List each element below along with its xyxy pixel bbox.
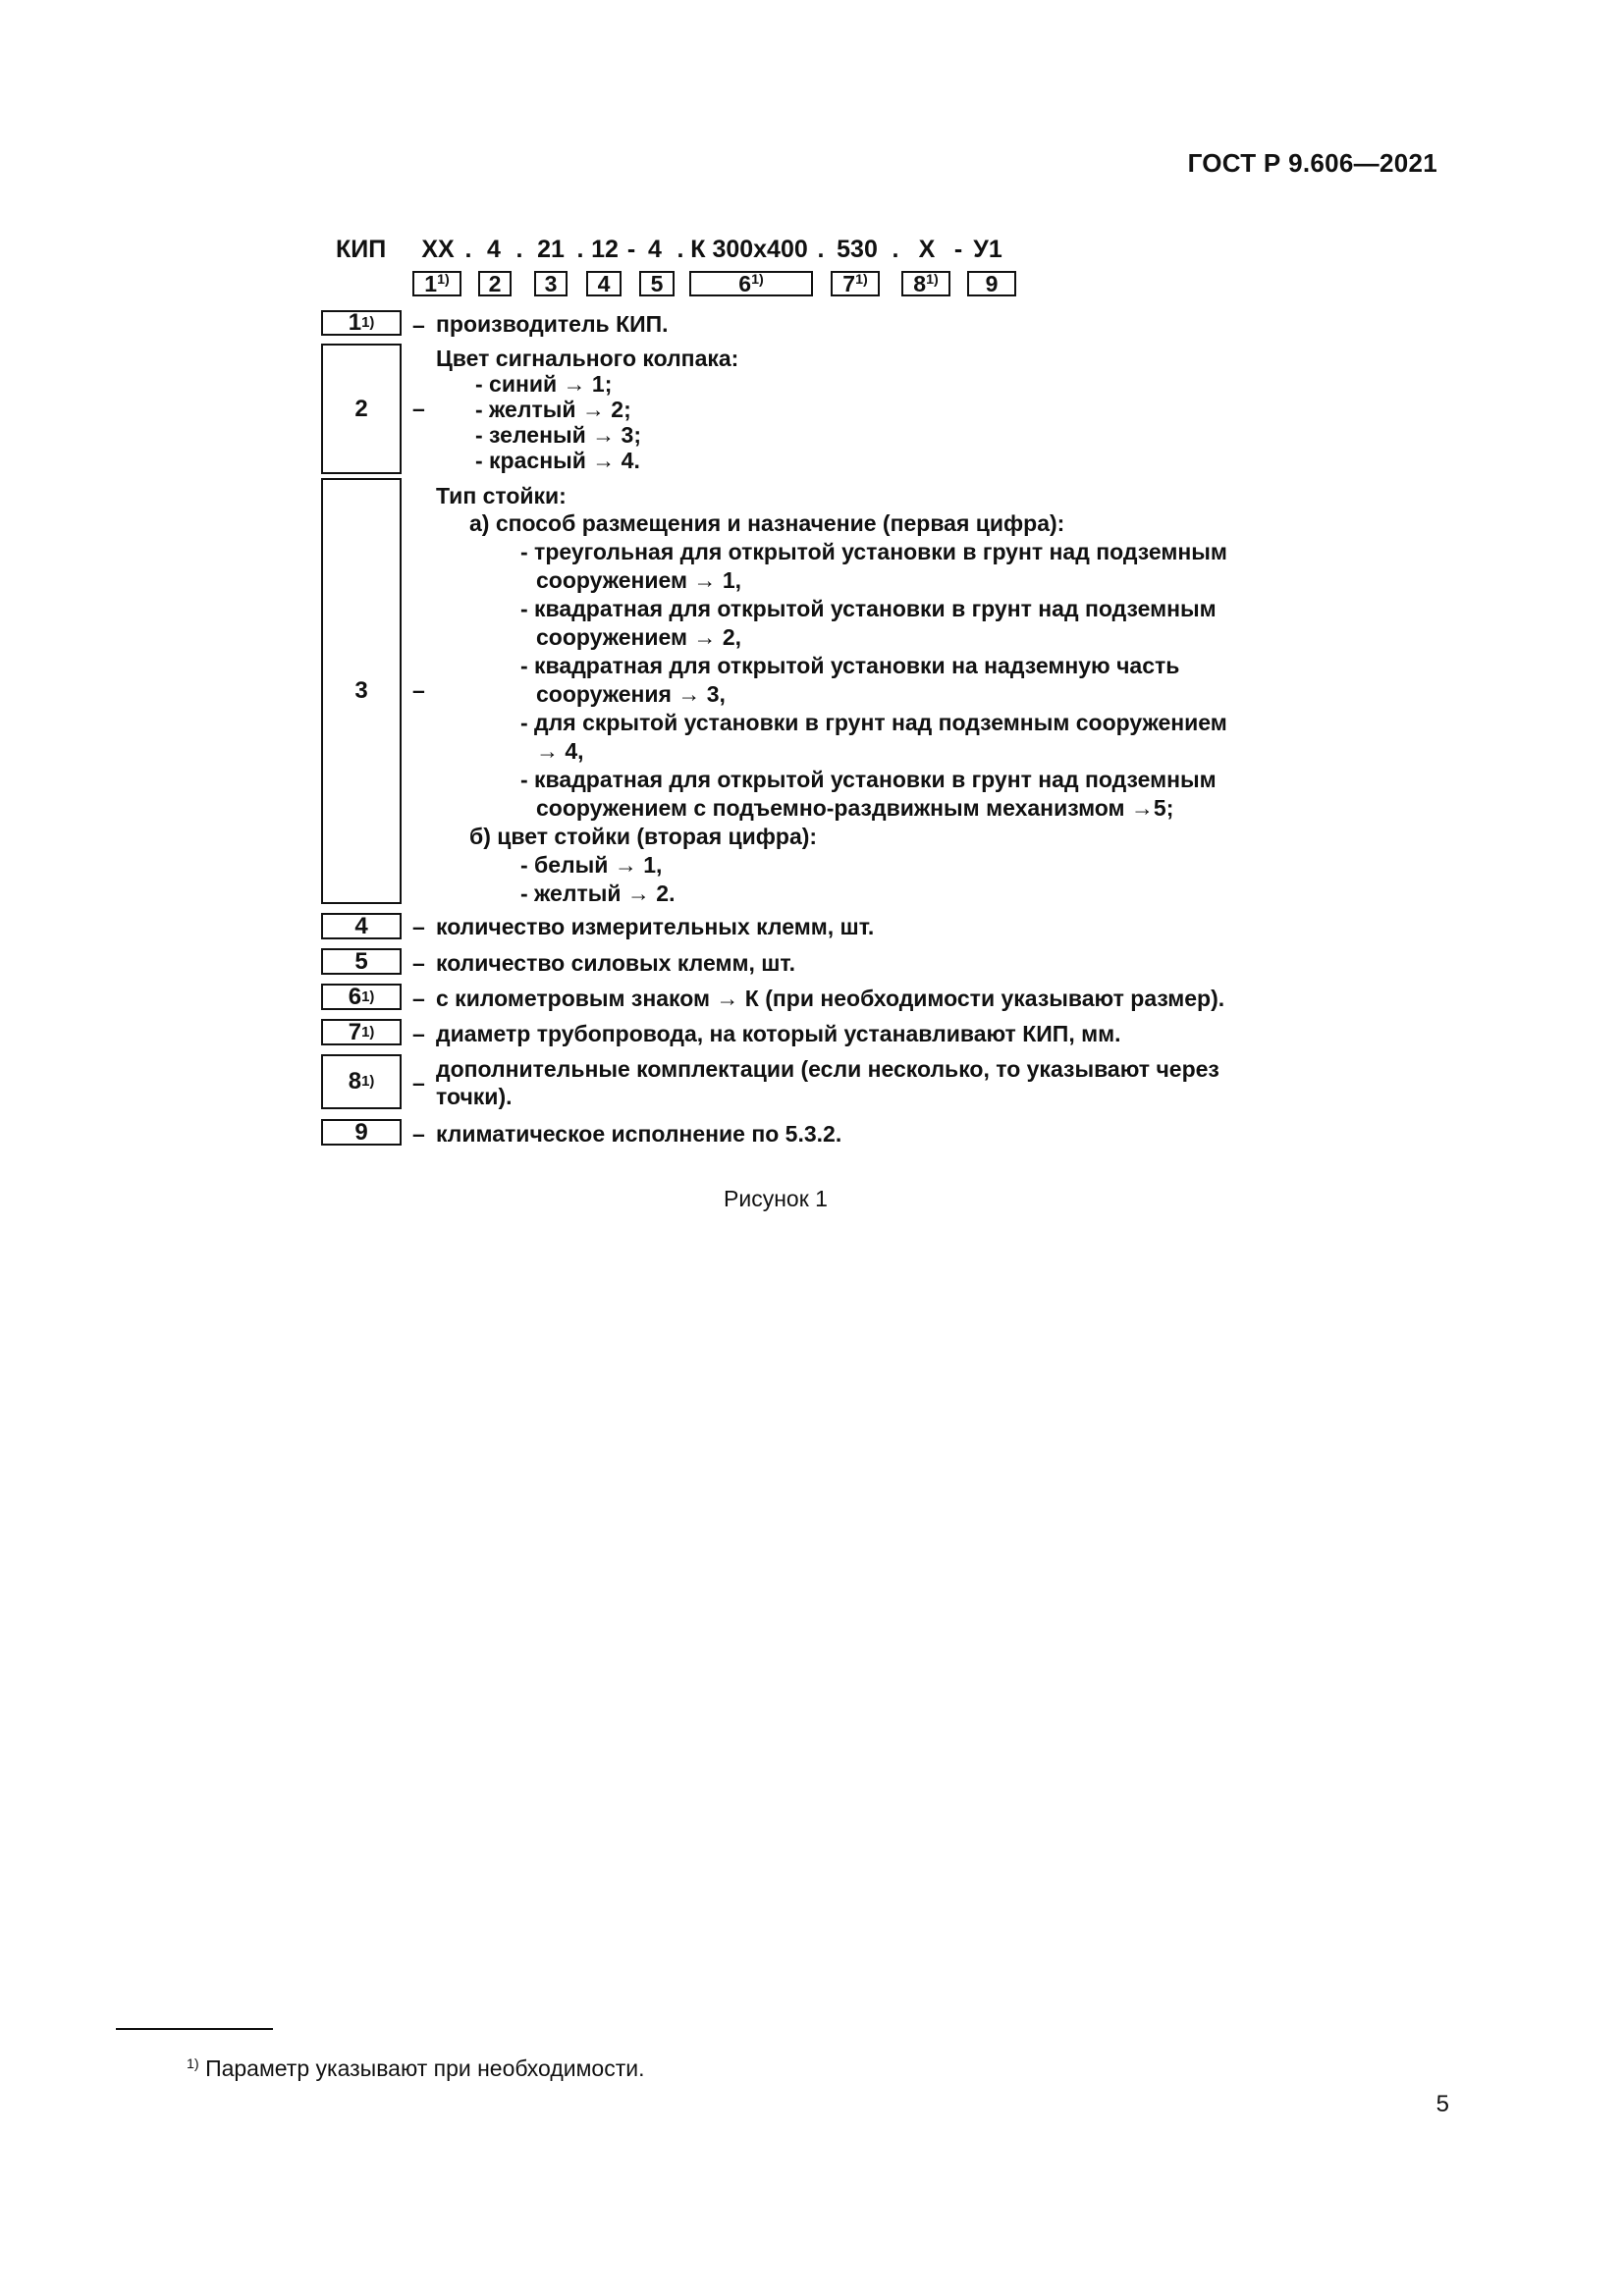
footnote-mark: 1) [187,2056,199,2073]
legend-text: производитель КИП. [436,311,669,337]
legend-text: - треугольная для открытой установки в грунт над подземным [520,539,1227,564]
designation-box-1: 1$^{1)}$ [412,271,461,296]
legend-text: → 4, [536,738,584,764]
legend-text: а) способ размещения и назначение (первая цифра): [469,510,1065,536]
legend-index-8: 8 1) [321,1054,402,1109]
legend-text: - красный → 4. [475,448,640,473]
legend-dash: – [412,950,425,976]
legend-text: с километровым знаком → К (при необходимости указывают размер). [436,986,1225,1011]
legend-index-5: 5 [321,948,402,975]
legend-text: точки). [436,1084,513,1109]
legend-dash: – [412,677,425,703]
legend-index-4: 4 [321,913,402,939]
legend-text: диаметр трубопровода, на который устанавливают КИП, мм. [436,1021,1121,1046]
legend-text: Тип стойки: [436,483,567,508]
designation-part: . [576,236,584,263]
legend-text: количество измерительных клемм, шт. [436,914,875,939]
designation-box-3: 3 [534,271,568,296]
legend-dash: – [412,986,425,1011]
legend-text: - белый → 1, [520,852,663,878]
legend-dash: – [412,1121,425,1147]
legend-text: сооружения → 3, [536,681,726,707]
designation-part: 12 [591,236,619,263]
designation-part: К 300х400 [690,236,808,263]
legend-index-2: 2 [321,344,402,474]
legend-text: сооружением → 2, [536,624,741,650]
legend-index-9: 9 [321,1119,402,1146]
designation-part: . [515,236,523,263]
designation-part: 4 [487,236,501,263]
legend-index-7: 7 1) [321,1019,402,1045]
legend-text: количество силовых клемм, шт. [436,950,796,976]
legend-text: - для скрытой установки в грунт над подземным сооружением [520,710,1227,735]
designation-part: 4 [648,236,662,263]
legend-dash: – [412,914,425,939]
legend-text: Цвет сигнального колпака: [436,346,739,371]
legend-dash: – [412,312,425,338]
legend-index-6: 6 1) [321,984,402,1010]
footnote [187,2056,644,2082]
designation-part: 21 [537,236,565,263]
legend-text: сооружением с подъемно-раздвижным механизмом →5; [536,795,1174,821]
legend-text: сооружением → 1, [536,567,741,593]
legend-dash: – [412,1021,425,1046]
legend-text: - зеленый → 3; [475,422,641,448]
designation-part: . [892,236,899,263]
designation-part: - [626,236,636,263]
designation-part: Х [918,236,936,263]
legend-text: дополнительные комплектации (если несколько, то указывают через [436,1056,1219,1082]
legend-text: - синий → 1; [475,371,613,397]
legend-text: климатическое исполнение по 5.3.2. [436,1121,842,1147]
legend-text: - квадратная для открытой установки в грунт над подземным [520,767,1217,792]
designation-box-9: 9 [967,271,1016,296]
legend-text: - квадратная для открытой установки в грунт над подземным [520,596,1217,621]
designation-part: . [677,236,684,263]
designation-box-8: 8$^{1)}$ [901,271,950,296]
designation-part: 530 [837,236,878,263]
designation-part: КИП [336,236,387,263]
designation-part: . [817,236,825,263]
document-id: ГОСТ Р 9.606—2021 [1187,148,1437,178]
legend-text: - желтый → 2; [475,397,631,422]
legend-text: - желтый → 2. [520,881,676,906]
designation-part: ХХ [421,236,455,263]
legend-text: б) цвет стойки (вторая цифра): [469,824,818,849]
legend-text: - квадратная для открытой установки на надземную часть [520,653,1180,678]
figure-caption: Рисунок 1 [724,1186,828,1211]
designation-part: У1 [973,236,1002,263]
legend-index-3: 3 [321,478,402,904]
designation-part: . [464,236,472,263]
legend-dash: – [412,396,425,421]
designation-box-4: 4 [586,271,622,296]
legend-dash: – [412,1070,425,1095]
footnote-rule [116,2028,273,2030]
designation-box-7: 7$^{1)}$ [831,271,880,296]
page-number: 5 [1435,2091,1449,2117]
designation-part: - [953,236,963,263]
designation-box-6: 6$^{1)}$ [689,271,813,296]
footnote-text: Параметр указывают при необходимости. [205,2056,645,2081]
legend-index-1: 1 1) [321,310,402,336]
designation-box-2: 2 [478,271,512,296]
designation-box-5: 5 [639,271,675,296]
